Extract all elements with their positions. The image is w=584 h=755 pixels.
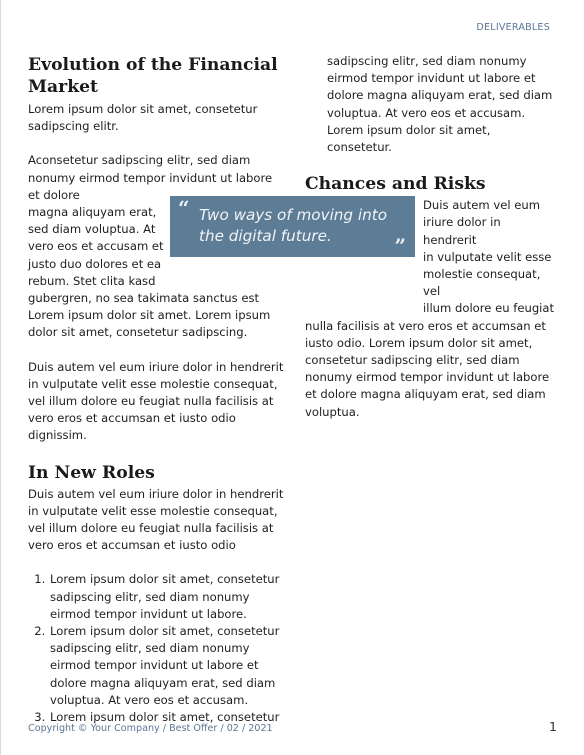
paragraph-line: magna aliquyam erat, (28, 205, 157, 220)
paragraph-line: nulla facilisis at vero eros et accumsan et iusto odio. Lorem ipsum dolor sit amet, consetetur sadipscing elitr, sed diam nonumy eirmod tempor invidunt ut labore et dolore magna aliquyam erat, sed diam voluptua. (305, 318, 550, 419)
paragraph-line: iriure dolor in hendrerit (423, 215, 501, 247)
heading-evolution: Evolution of the Financial Market (28, 55, 278, 97)
paragraph-line: in vulputate velit esse (423, 249, 552, 264)
header-label: DELIVERABLES (476, 22, 550, 33)
paragraph-line: molestie consequat, vel (423, 267, 541, 299)
heading-chances-risks: Chances and Risks (305, 174, 486, 195)
intro-paragraph: Lorem ipsum dolor sit amet, consetetur sadipscing elitr. (28, 102, 258, 134)
heading-new-roles: In New Roles (28, 462, 155, 483)
left-column (28, 54, 284, 726)
quote-text: Two ways of moving into the digital future. (199, 206, 387, 245)
body-paragraph: Duis autem vel eum iriure dolor in hendrerit in vulputate velit esse molestie consequat, vel illum dolore eu feugiat nulla facilisis at vero eros et accumsan et iusto odio (28, 486, 284, 553)
page-number: 1 (549, 719, 557, 734)
paragraph-line: justo duo dolores et ea (28, 256, 162, 271)
paragraph-line: sed diam voluptua. At (28, 222, 156, 237)
numbered-list (28, 571, 284, 726)
list-item: 1. Lorem ipsum dolor sit amet, consetetur sadipscing elitr, sed diam nonumy eirmod tempor invidunt ut labore. (49, 571, 284, 623)
paragraph-line: gubergren, no sea takimata sanctus est Lorem ipsum dolor sit amet. Lorem ipsum dolor sit amet, consetetur sadipscing. (28, 291, 271, 340)
paragraph-line: rebum. Stet clita kasd (28, 273, 156, 288)
list-item: 3. Lorem ipsum dolor sit amet, consetetur (49, 709, 284, 726)
paragraph-line: illum dolore eu feugiat (423, 301, 555, 316)
open-quote-icon: “ (178, 196, 190, 220)
footer-copyright: Copyright © Your Company / Best Offer / 02 / 2021 (28, 723, 273, 734)
paragraph-line: Aconsetetur sadipscing elitr, sed diam nonumy eirmod tempor invidunt ut labore et dolore (28, 153, 273, 202)
list-item: 2. Lorem ipsum dolor sit amet, consetetur sadipscing elitr, sed diam nonumy eirmod tempor invidunt ut labore et dolore magna aliquyam erat, sed diam voluptua. At vero eos et accusam. (49, 623, 284, 709)
paragraph-line: vero eos et accusam et (28, 239, 164, 254)
body-paragraph: Duis autem vel eum iriure dolor in hendrerit in vulputate velit esse molestie consequat, vel illum dolore eu feugiat nulla facilisis at vero eros et accumsan et iusto odio dignissim. (28, 359, 284, 443)
paragraph-line: Duis autem vel eum (423, 198, 541, 213)
close-quote-icon: ” (394, 233, 406, 258)
body-paragraph: sadipscing elitr, sed diam nonumy eirmod tempor invidunt ut labore et dolore magna aliquyam erat, sed diam voluptua. At vero eos et accusam. Lorem ipsum dolor sit amet, consetetur. (327, 54, 553, 155)
pull-quote (170, 196, 415, 257)
